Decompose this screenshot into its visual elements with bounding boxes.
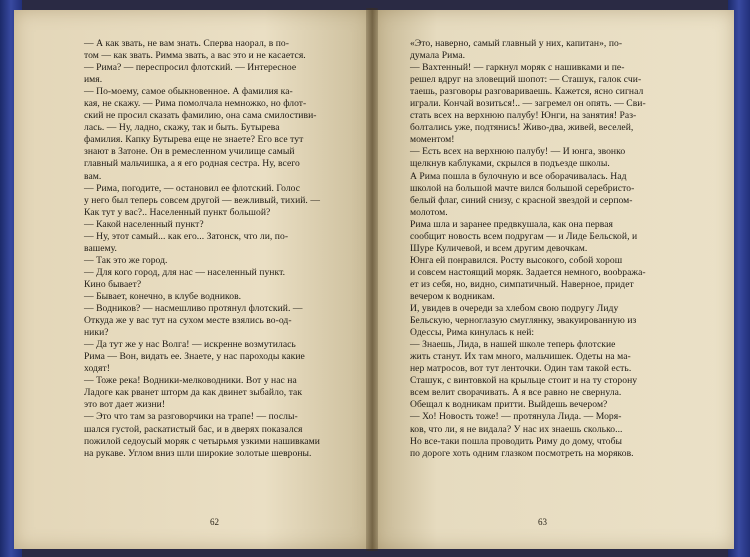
text-line: — Рима? — переспросил флотский. — Интересное xyxy=(84,62,297,74)
text-line: — Какой населенный пункт? xyxy=(84,218,204,230)
text-line: решел вдруг на зловещий шопот: — Сташук, галок счи- xyxy=(410,74,642,86)
text-line: Шуре Куличевой, и всем другим девочкам. xyxy=(410,242,588,254)
text-line: Кино бывает? xyxy=(84,278,142,290)
text-line: молотом. xyxy=(410,206,448,218)
text-line: — Для кого город, для нас — населенный пункт. xyxy=(84,266,286,278)
text-line: — Да тут же у нас Волга! — искренне возмутилась xyxy=(84,339,296,351)
text-line: Но все-таки пошла проводить Риму до дому, чтобы xyxy=(410,435,623,447)
text-line: знают в Затоне. Он в ремесленном училище самый xyxy=(84,146,295,158)
text-line: пожилой седоусый моряк с четырьмя узкими нашивками xyxy=(84,435,320,447)
text-line: — По-моему, самое обыкновенное. А фамилия ка- xyxy=(84,86,293,98)
text-line: — А как звать, не вам знать. Сперва наорал, в по- xyxy=(84,38,290,49)
text-line: ет из себя, но, видно, симпатичный. Наверное, придет xyxy=(410,278,634,290)
text-line: Одессы, Рима кинулась к ней: xyxy=(410,327,535,339)
text-line: Юнга ей понравился. Росту высокого, собой хорош xyxy=(410,254,623,266)
text-line: на рукаве. Углом вниз шли широкие золотые шевроны. xyxy=(84,447,312,459)
text-line: Обещал к водникам притти. Выйдешь вечером? xyxy=(410,399,608,411)
right-page-number: 63 xyxy=(538,517,547,527)
text-line: это вот дает жизни! xyxy=(84,399,166,411)
text-line: вам. xyxy=(84,170,102,182)
text-line: щелкнув каблуками, скрылся в подъезде школы. xyxy=(410,158,610,170)
text-line: том — как звать. Римма звать, а вас это и не касается. xyxy=(84,50,306,62)
text-line: и совсем настоящий моряк. Задается немного, воobража- xyxy=(410,266,646,278)
book-gutter xyxy=(366,8,378,551)
text-line: — Так это же город. xyxy=(84,254,168,266)
text-line: ходят! xyxy=(84,363,110,375)
text-line: ский не просил сказать фамилию, она сама смилостиви- xyxy=(84,110,317,122)
text-line: — Вахтенный! — гаркнул моряк с нашивками и пе- xyxy=(410,62,625,74)
text-line: Рима шла и заранее предвкушала, как она первая xyxy=(410,218,613,230)
text-line: — Рима, погодите, — остановил ее флотский. Голос xyxy=(84,182,301,194)
text-line: вечером к водникам. xyxy=(410,290,495,302)
text-line: — Это что там за разговорчики на трапе! — послы- xyxy=(84,411,298,423)
text-line: — Знаешь, Лида, в нашей школе теперь флотские xyxy=(410,339,616,351)
text-line: А Рима пошла в булочную и все оборачивалась. Над xyxy=(410,170,627,182)
text-line: — Тоже река! Водники-мелководники. Вот у нас на xyxy=(84,375,297,387)
text-line: нер матросов, вот тут ленточки. Один там такой есть. xyxy=(410,363,632,375)
left-page xyxy=(14,10,372,549)
text-line: Сташук, с винтовкой на крыльце стоит и на ту сторону xyxy=(410,375,638,387)
text-line: Бельскую, черноглазую смуглянку, эвакуированную из xyxy=(410,315,637,327)
right-page-text xyxy=(410,38,690,460)
text-line: моментом! xyxy=(410,134,455,146)
left-page-number: 62 xyxy=(210,517,219,527)
text-line: ков, что ли, я не видала? У нас их знаешь сколько... xyxy=(410,423,623,435)
text-line: сообщит новость всем подругам — и Лиде Бельской, и xyxy=(410,230,638,242)
text-line: вашему. xyxy=(84,242,117,254)
text-line: И, увидев в очереди за хлебом свою подругу Лиду xyxy=(410,303,619,315)
text-line: ники? xyxy=(84,327,109,339)
text-line: «Это, наверно, самый главный у них, капитан», по- xyxy=(410,38,623,49)
text-line: у него был теперь совсем другой — вежливый, тихий. — xyxy=(84,194,320,206)
text-line: Как тут у вас?.. Населенный пункт большой? xyxy=(84,206,271,218)
text-line: — Бывает, конечно, в клубе водников. xyxy=(84,290,242,302)
text-line: Откуда же у вас тут на сухом месте взялись во-од- xyxy=(84,315,292,327)
text-line: — Ну, этот самый... как его... Затонск, что ли, по- xyxy=(84,230,289,242)
text-line: всем велит сворачивать. А я все равно не свернула. xyxy=(410,387,622,399)
text-line: стать всех на верхнюю палубу! Юнги, на занятия! Раз- xyxy=(410,110,637,122)
text-line: болтались уже, подтянись! Живо-два, живей, веселей, xyxy=(410,122,634,134)
text-line: по дороге хоть одним глазком посмотреть на моряков. xyxy=(410,447,634,459)
text-line: школой на большой мачте вился большой серебристо- xyxy=(410,182,635,194)
left-page-text xyxy=(84,38,366,460)
text-line: шался густой, раскатистый бас, и в дверях показался xyxy=(84,423,303,435)
text-line: жить станут. Их там много, мальчишек. Одеты на ма- xyxy=(410,351,631,363)
text-line: думала Рима. xyxy=(410,50,466,62)
text-line: — Водников? — насмешливо протянул флотский. — xyxy=(84,303,303,315)
text-line: таешь, разговоры разговариваешь. Кажется, ясно сигнал xyxy=(410,86,644,98)
text-line: кая, не скажу. — Рима помолчала немножко, но флот- xyxy=(84,98,307,110)
text-line: — Есть всех на верхнюю палубу! — И юнга, звонко xyxy=(410,146,626,158)
text-line: Ладоге как рванет шторм да как двинет зыбайло, так xyxy=(84,387,303,399)
text-line: главный мальчишка, а я его родная сестра. Ну, всего xyxy=(84,158,300,170)
text-line: Рима — Вон, видать ее. Знаете, у нас пароходы какие xyxy=(84,351,305,363)
text-line: фамилия. Капку Бутырева еще не знаете? Его все тут xyxy=(84,134,304,146)
text-line: белый флаг, синий снизу, с красной звездой и серпом- xyxy=(410,194,633,206)
text-line: лась. — Ну, ладно, скажу, так и быть. Бутырева xyxy=(84,122,280,134)
text-line: имя. xyxy=(84,74,103,86)
right-page xyxy=(372,10,734,549)
text-line: — Хо! Новость тоже! — протянула Лида. — Моря- xyxy=(410,411,622,423)
text-line: играли. Кончай возиться!.. — загремел он опять. — Сви- xyxy=(410,98,646,110)
